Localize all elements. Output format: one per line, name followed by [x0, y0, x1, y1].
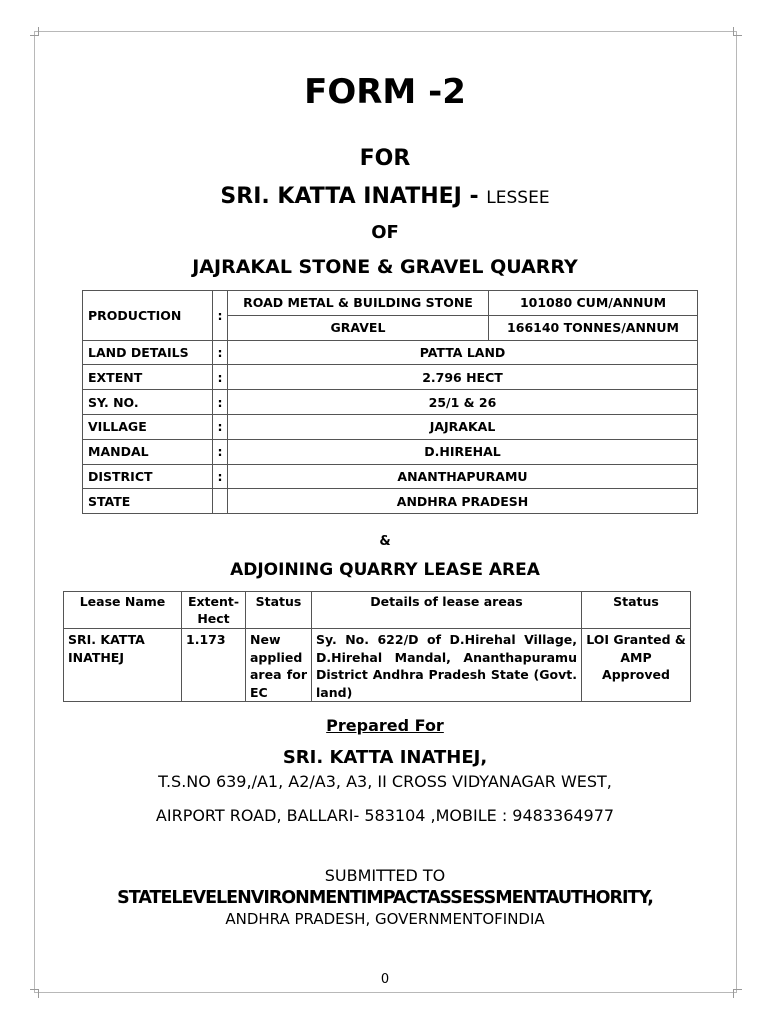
detail-label: SY. NO.: [83, 390, 213, 415]
detail-label: DISTRICT: [83, 464, 213, 489]
status-cell: New applied area for EC: [246, 629, 312, 702]
prepared-for-name: SRI. KATTA INATHEJ,: [282, 747, 488, 768]
status-approval-cell: LOI Granted & AMP Approved: [582, 629, 691, 702]
table-row: [83, 365, 698, 390]
details-table: [82, 290, 698, 514]
lease-name-cell: SRI. KATTA INATHEJ: [64, 629, 182, 702]
detail-value: ANDHRA PRADESH: [228, 489, 698, 514]
detail-value: JAJRAKAL: [228, 414, 698, 439]
colon: :: [213, 414, 228, 439]
table-row: [64, 629, 691, 702]
crop-mark-bottom-left: [30, 989, 39, 998]
production-quantity: 101080 CUM/ANNUM: [489, 291, 698, 316]
column-header: Lease Name: [64, 592, 182, 629]
of-label: OF: [371, 222, 399, 243]
details-cell: Sy. No. 622/D of D.Hirehal Village, D.Hirehal Mandal, Ananthapuramu District Andhra Pradesh State (Govt. land): [312, 629, 582, 702]
crop-mark-top-right: [733, 27, 742, 36]
production-item: GRAVEL: [228, 315, 489, 340]
adjoining-lease-table: [63, 591, 691, 702]
table-header-row: [64, 592, 691, 629]
ampersand: &: [379, 534, 391, 549]
detail-value: ANANTHAPURAMU: [228, 464, 698, 489]
column-header: Status: [582, 592, 691, 629]
address-line-2: AIRPORT ROAD, BALLARI- 583104 ,MOBILE : 9483364977: [155, 806, 615, 825]
government-name: ANDHRA PRADESH, GOVERNMENTOFINDIA: [225, 910, 545, 928]
address-line-1: T.S.NO 639,/A1, A2/A3, A3, II CROSS VIDYANAGAR WEST,: [158, 772, 612, 791]
detail-value: 25/1 & 26: [228, 390, 698, 415]
table-row: [83, 489, 698, 514]
crop-mark-bottom-right: [733, 989, 742, 998]
colon: :: [213, 439, 228, 464]
colon: :: [213, 390, 228, 415]
table-row: [83, 414, 698, 439]
adjoining-title: ADJOINING QUARRY LEASE AREA: [230, 560, 540, 580]
page-number: 0: [380, 972, 390, 987]
lessee-heading: [0, 184, 770, 209]
production-quantity: 166140 TONNES/ANNUM: [489, 315, 698, 340]
detail-label: LAND DETAILS: [83, 340, 213, 365]
colon: :: [213, 340, 228, 365]
colon: :: [213, 291, 228, 341]
detail-label: VILLAGE: [83, 414, 213, 439]
detail-value: D.HIREHAL: [228, 439, 698, 464]
column-header: Details of lease areas: [312, 592, 582, 629]
detail-label: STATE: [83, 489, 213, 514]
detail-label: MANDAL: [83, 439, 213, 464]
authority-name: STATELEVELENVIRONMENTIMPACTASSESSMENTAUTHORITY,: [117, 888, 653, 908]
crop-mark-top-left: [30, 27, 39, 36]
detail-value: 2.796 HECT: [228, 365, 698, 390]
quarry-name: JAJRAKAL STONE & GRAVEL QUARRY: [192, 256, 578, 278]
lessee-name: SRI. KATTA INATHEJ -: [220, 184, 479, 209]
colon: :: [213, 464, 228, 489]
table-row: [83, 340, 698, 365]
column-header: Status: [246, 592, 312, 629]
column-header: Extent-Hect: [182, 592, 246, 629]
colon: [213, 489, 228, 514]
table-row: [83, 291, 698, 316]
table-row: [83, 439, 698, 464]
production-item: ROAD METAL & BUILDING STONE: [228, 291, 489, 316]
colon: :: [213, 365, 228, 390]
detail-label: EXTENT: [83, 365, 213, 390]
lessee-suffix: LESSEE: [486, 188, 550, 208]
submitted-to: SUBMITTED TO: [324, 866, 446, 885]
production-label: PRODUCTION: [83, 291, 213, 341]
extent-cell: 1.173: [182, 629, 246, 702]
prepared-for-heading: Prepared For: [326, 716, 444, 735]
for-label: FOR: [359, 146, 411, 171]
form-title: FORM -2: [304, 72, 466, 112]
table-row: [83, 464, 698, 489]
table-row: [83, 390, 698, 415]
detail-value: PATTA LAND: [228, 340, 698, 365]
